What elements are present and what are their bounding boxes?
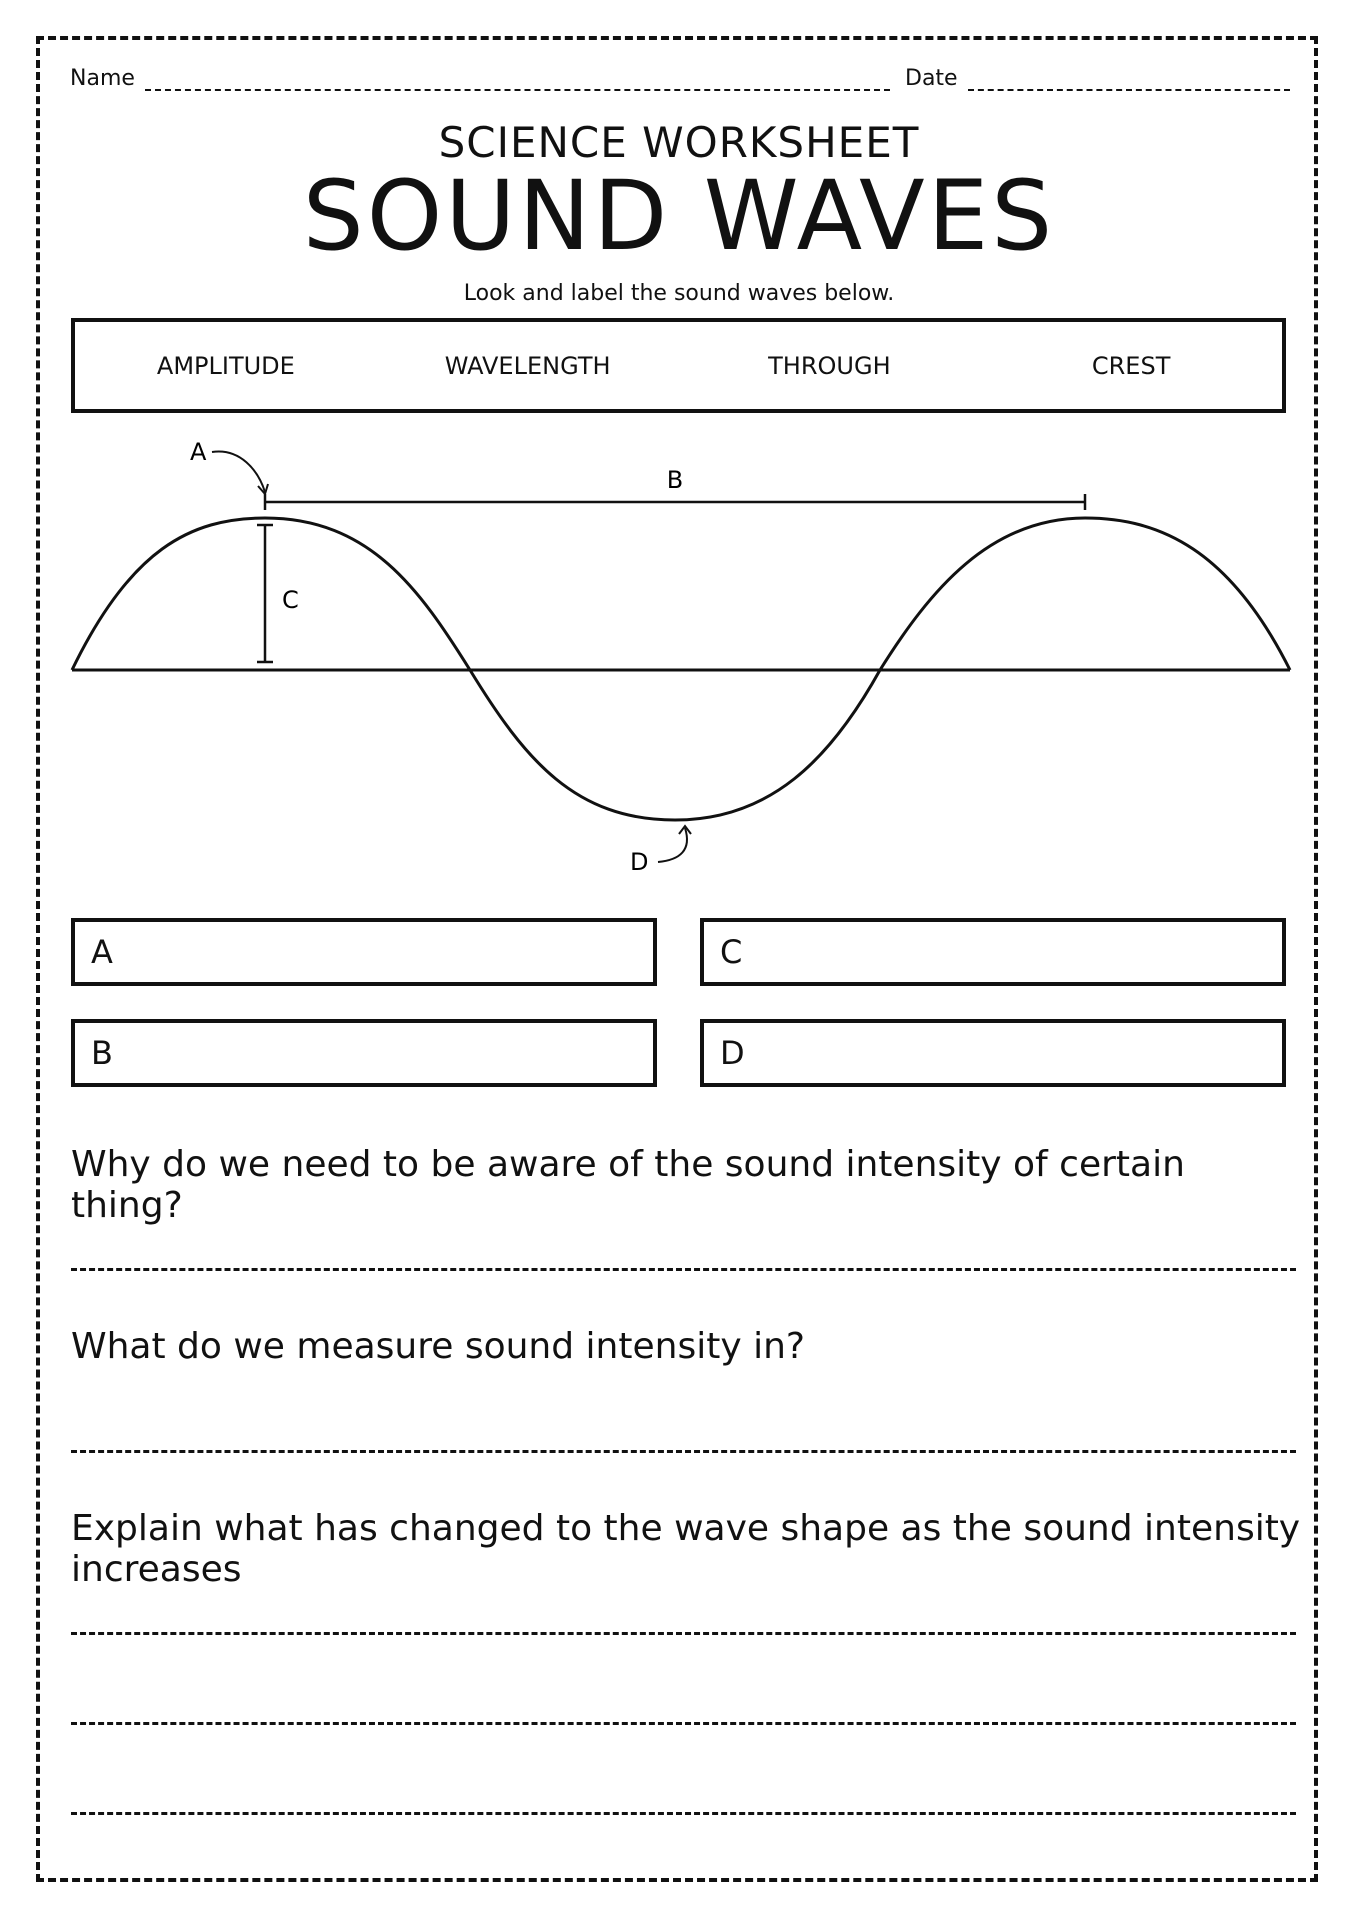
answer-line-2[interactable]: [71, 1450, 1296, 1453]
word-bank-item: AMPLITUDE: [156, 351, 295, 380]
word-bank-item: CREST: [1091, 351, 1171, 380]
sound-wave-diagram: [0, 430, 1358, 890]
answer-box-a[interactable]: [71, 918, 657, 986]
worksheet-subtitle: SCIENCE WORKSHEET: [438, 118, 920, 167]
label-b: B: [666, 466, 684, 494]
answer-box-c[interactable]: [700, 918, 1286, 986]
word-bank-item: WAVELENGTH: [444, 351, 611, 380]
date-field[interactable]: [905, 66, 1290, 91]
question-3: Explain what has changed to the wave shape as the sound intensity increases: [71, 1508, 1301, 1590]
name-label: Name: [70, 66, 135, 91]
answer-box-label: A: [91, 933, 113, 971]
question-1: Why do we need to be aware of the sound intensity of certain thing?: [71, 1144, 1185, 1226]
label-a: A: [190, 438, 207, 466]
question-2: What do we measure sound intensity in?: [71, 1326, 805, 1367]
label-c: C: [282, 586, 299, 614]
worksheet-title: SOUND WAVES: [302, 160, 1056, 272]
date-blank[interactable]: [968, 71, 1290, 91]
answer-line-3c[interactable]: [71, 1812, 1296, 1815]
answer-line-3a[interactable]: [71, 1632, 1296, 1635]
instructions: Look and label the sound waves below.: [463, 281, 895, 306]
date-label: Date: [905, 66, 958, 91]
answer-box-label: C: [720, 933, 743, 971]
name-blank[interactable]: [145, 71, 890, 91]
label-d: D: [630, 848, 649, 876]
answer-line-3b[interactable]: [71, 1722, 1296, 1725]
answer-line-1[interactable]: [71, 1268, 1296, 1271]
word-bank-item: THROUGH: [768, 351, 891, 380]
word-bank: [71, 318, 1286, 413]
answer-box-b[interactable]: [71, 1019, 657, 1087]
answer-box-label: B: [91, 1034, 113, 1072]
trough-arrow: [658, 828, 687, 862]
answer-box-label: D: [720, 1034, 745, 1072]
name-field[interactable]: [70, 66, 890, 91]
crest-arrow: [212, 452, 265, 492]
answer-box-d[interactable]: [700, 1019, 1286, 1087]
